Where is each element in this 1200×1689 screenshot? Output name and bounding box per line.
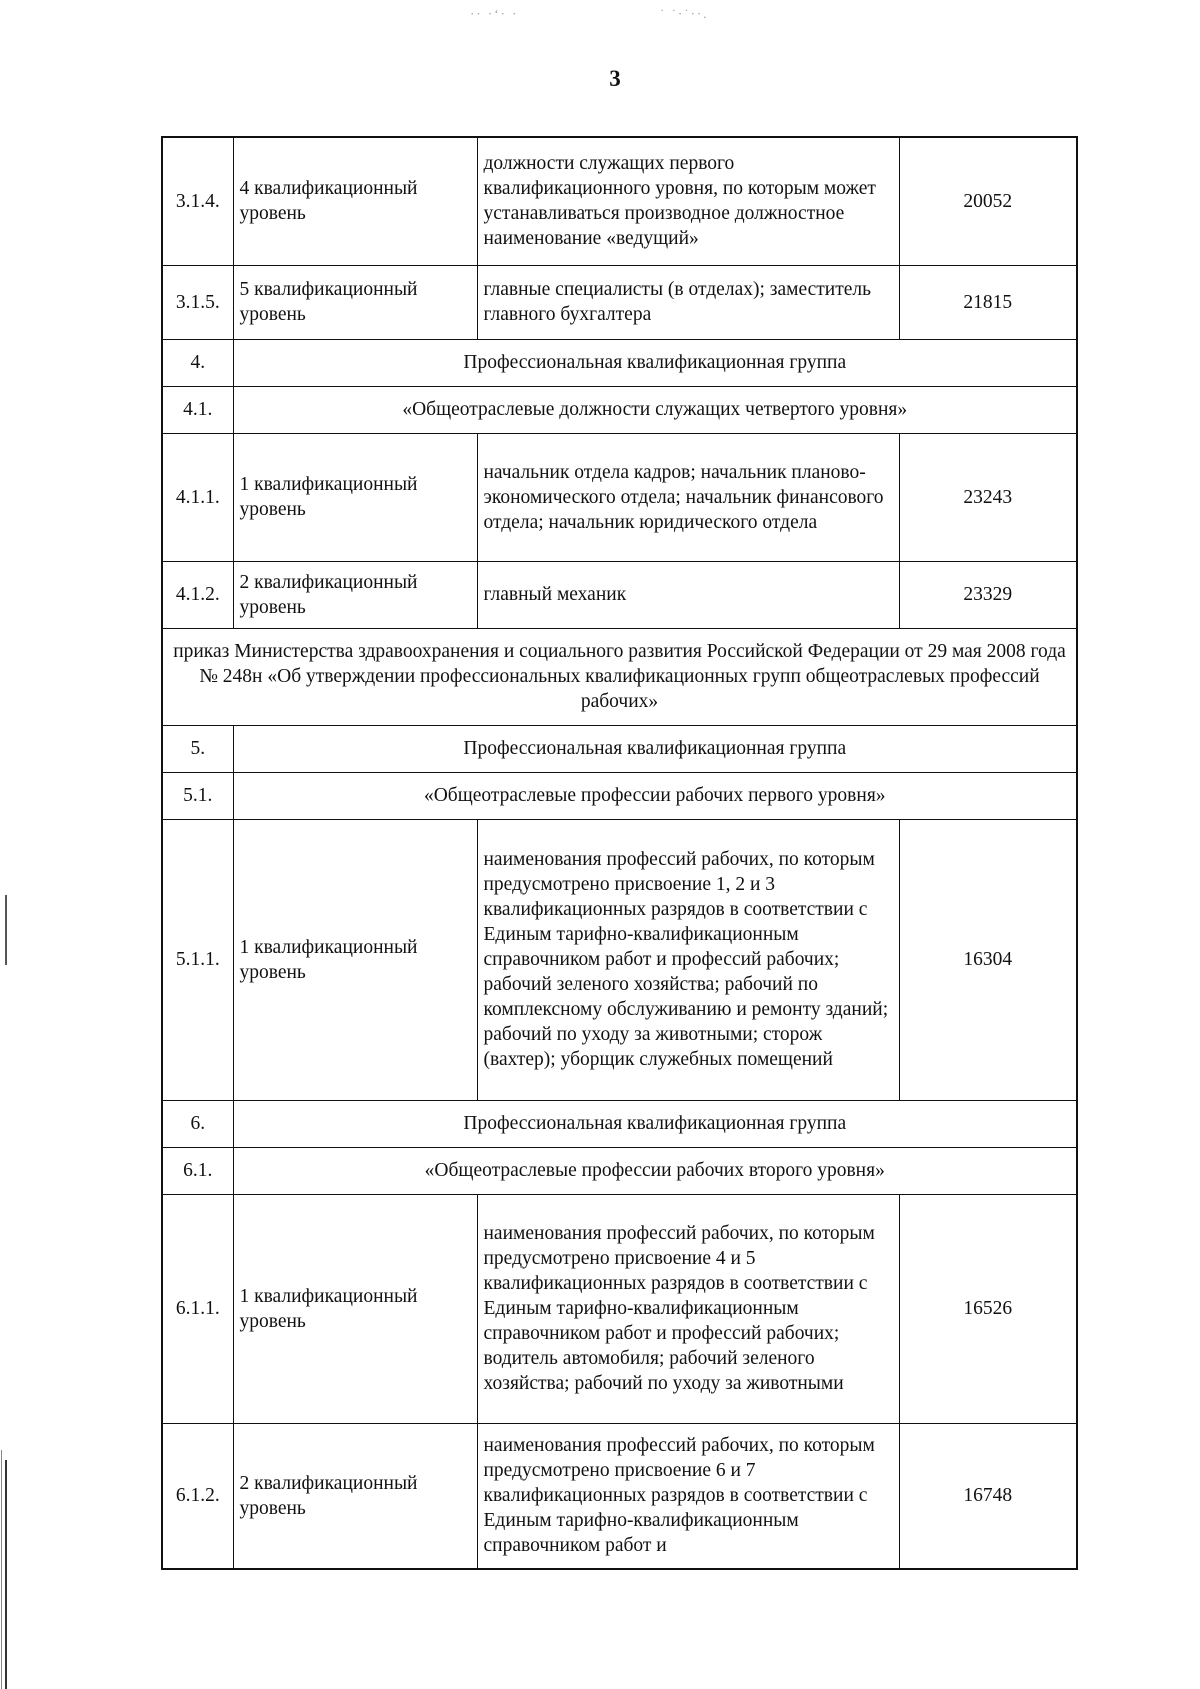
salary-table	[161, 136, 1078, 1570]
row-number: 5.1.	[162, 772, 233, 819]
position-description: главные специалисты (в отделах); заместитель главного бухгалтера	[477, 265, 899, 339]
page-number: 3	[609, 66, 621, 91]
qualification-level: 2 квалификационный уровень	[233, 1423, 477, 1569]
position-description: наименования профессий рабочих, по которым предусмотрено присвоение 6 и 7 квалификационных разрядов в соответствии с Единым тарифно-квалификационным справочником работ и	[477, 1423, 899, 1569]
scan-edge-mark	[5, 1460, 7, 1689]
scan-edge-mark	[1, 1450, 2, 1689]
group-title: «Общеотраслевые профессии рабочих второго уровня»	[233, 1147, 1077, 1194]
qualification-level: 4 квалификационный уровень	[233, 137, 477, 265]
table-row	[162, 819, 1077, 1100]
group-title: Профессиональная квалификационная группа	[233, 725, 1077, 772]
position-description: наименования профессий рабочих, по которым предусмотрено присвоение 4 и 5 квалификационных разрядов в соответствии с Единым тарифно-квалификационным справочником работ и профессий рабочих; водитель автомобиля; рабочий зеленого хозяйства; рабочий по уходу за животными	[477, 1194, 899, 1423]
table-row	[162, 1194, 1077, 1423]
salary-value: 16526	[899, 1194, 1077, 1423]
salary-value: 23243	[899, 433, 1077, 561]
group-row	[162, 386, 1077, 433]
row-number: 6.1.	[162, 1147, 233, 1194]
scan-noise-top: ·· ·ʻ· ·	[470, 6, 519, 21]
position-description: наименования профессий рабочих, по которым предусмотрено присвоение 1, 2 и 3 квалификационных разрядов в соответствии с Единым тарифно-квалификационным справочником работ и профессий рабочих; рабочий зеленого хозяйства; рабочий по комплексному обслуживанию и ремонту зданий; рабочий по уходу за животными; сторож (вахтер); уборщик служебных помещений	[477, 819, 899, 1100]
position-description: должности служащих первого квалификационного уровня, по которым может устанавливаться производное должностное наименование «ведущий»	[477, 137, 899, 265]
table-row	[162, 265, 1077, 339]
group-row	[162, 772, 1077, 819]
qualification-level: 2 квалификационный уровень	[233, 561, 477, 628]
table-row	[162, 561, 1077, 628]
scan-edge-mark	[5, 895, 7, 965]
group-title: Профессиональная квалификационная группа	[233, 1100, 1077, 1147]
table-row	[162, 1423, 1077, 1569]
group-row	[162, 339, 1077, 386]
row-number: 6.1.2.	[162, 1423, 233, 1569]
table-row	[162, 137, 1077, 265]
row-number: 6.	[162, 1100, 233, 1147]
salary-value: 20052	[899, 137, 1077, 265]
row-number: 4.1.	[162, 386, 233, 433]
scan-noise-top-right: ˙ ˙·˙··.	[660, 6, 709, 21]
row-number: 5.	[162, 725, 233, 772]
group-title: «Общеотраслевые профессии рабочих первого уровня»	[233, 772, 1077, 819]
qualification-level: 5 квалификационный уровень	[233, 265, 477, 339]
salary-value: 21815	[899, 265, 1077, 339]
table-row	[162, 433, 1077, 561]
row-number: 4.1.2.	[162, 561, 233, 628]
row-number: 4.	[162, 339, 233, 386]
row-number: 5.1.1.	[162, 819, 233, 1100]
qualification-level: 1 квалификационный уровень	[233, 1194, 477, 1423]
order-reference: приказ Министерства здравоохранения и социального развития Российской Федерации от 29 мая 2008 года № 248н «Об утверждении профессиональных квалификационных групп общеотраслевых профессий рабочих»	[162, 628, 1077, 725]
row-number: 3.1.5.	[162, 265, 233, 339]
row-number: 3.1.4.	[162, 137, 233, 265]
group-row	[162, 1100, 1077, 1147]
salary-value: 16304	[899, 819, 1077, 1100]
row-number: 4.1.1.	[162, 433, 233, 561]
row-number: 6.1.1.	[162, 1194, 233, 1423]
position-description: главный механик	[477, 561, 899, 628]
order-row	[162, 628, 1077, 725]
group-title: «Общеотраслевые должности служащих четвертого уровня»	[233, 386, 1077, 433]
salary-value: 16748	[899, 1423, 1077, 1569]
salary-value: 23329	[899, 561, 1077, 628]
qualification-level: 1 квалификационный уровень	[233, 433, 477, 561]
group-row	[162, 725, 1077, 772]
qualification-level: 1 квалификационный уровень	[233, 819, 477, 1100]
group-title: Профессиональная квалификационная группа	[233, 339, 1077, 386]
group-row	[162, 1147, 1077, 1194]
position-description: начальник отдела кадров; начальник планово-экономического отдела; начальник финансового отдела; начальник юридического отдела	[477, 433, 899, 561]
